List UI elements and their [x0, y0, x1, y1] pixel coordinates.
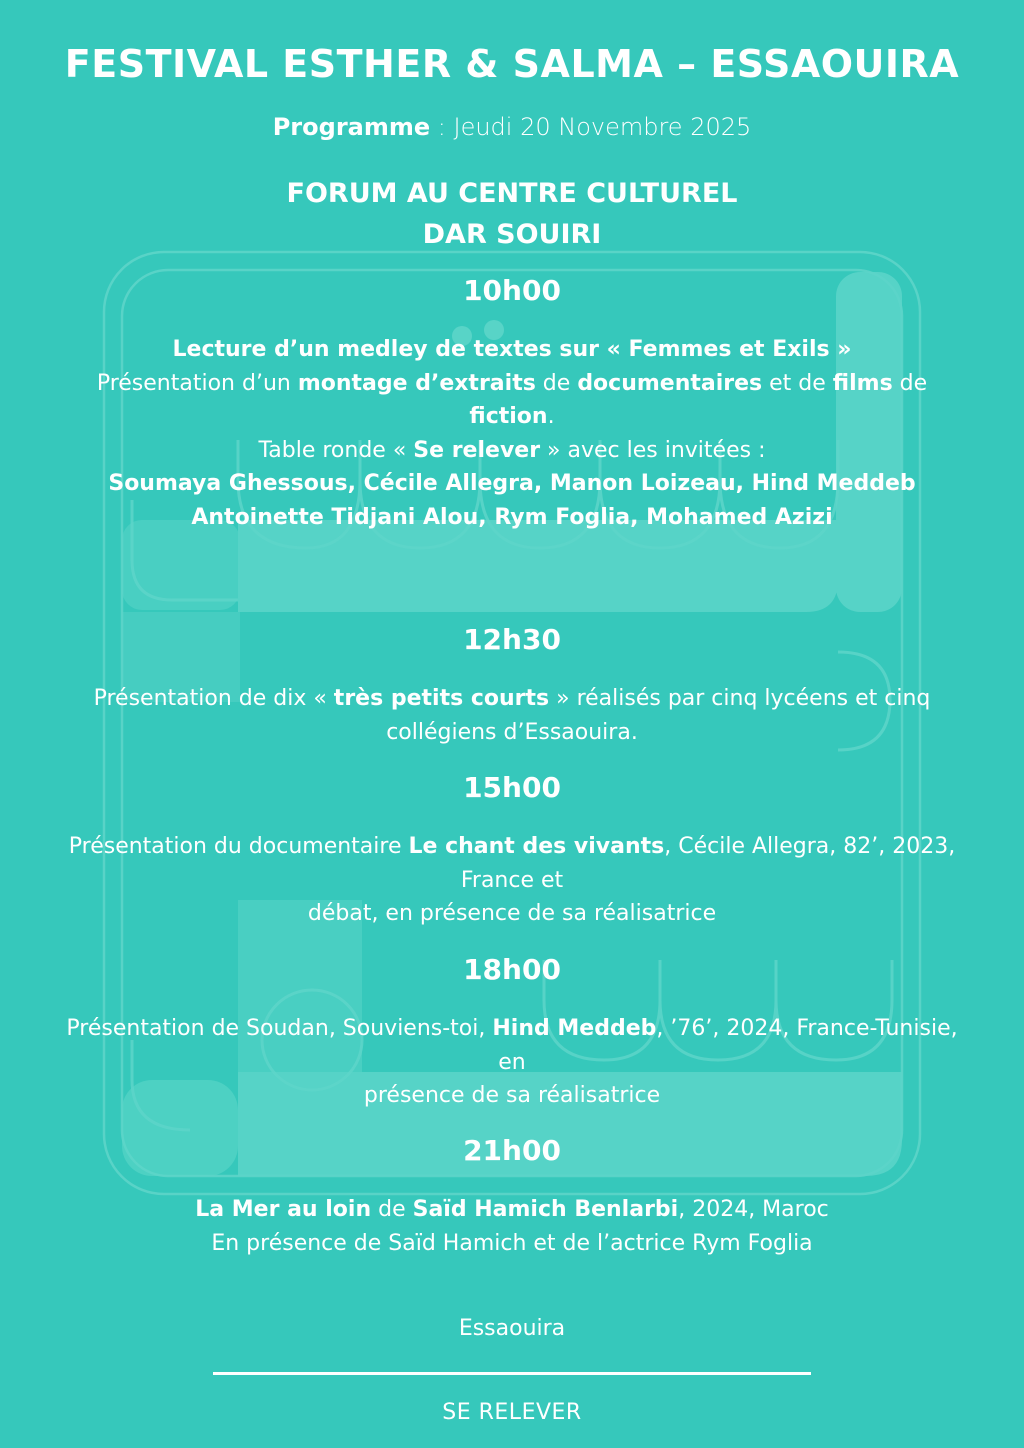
footer-tagline: SE RELEVER — [442, 1400, 582, 1425]
session-time-18h00: 18h00 — [463, 953, 561, 986]
session-time-15h00: 15h00 — [463, 771, 561, 804]
programme-date-line — [60, 113, 964, 141]
footer-place: Essaouira — [458, 1316, 566, 1341]
guest-list-2: Antoinette Tidjani Alou, Rym Foglia, Mohamed Azizi — [191, 504, 833, 530]
footer-divider — [213, 1372, 811, 1375]
session-reading-title: Lecture d’un medley de textes sur « Femmes et Exils » — [172, 337, 852, 362]
session-time-12h30: 12h30 — [463, 623, 561, 656]
session-montage-line: Présentation d’un montage d’extraits de documentaires et de films de fiction. — [96, 370, 928, 430]
programme-date: Jeudi 20 Novembre 2025 — [453, 113, 752, 141]
programme-label: Programme — [272, 113, 431, 141]
session-description-15h00: Présentation du documentaire Le chant des vivants, Cécile Allegra, 82’, 2023, France et débat, en présence de sa réalisatrice — [68, 834, 956, 927]
session-description-18h00: Présentation de Soudan, Souviens-toi, Hind Meddeb, ’76’, 2024, France-Tunisie, en présence de sa réalisatrice — [66, 1016, 958, 1109]
session-description-10h00 — [60, 333, 964, 535]
session-roundtable-line: Table ronde « Se relever » avec les invitées : — [258, 437, 766, 463]
venue-line-2: DAR SOUIRI — [422, 219, 602, 250]
venue-heading — [60, 173, 964, 255]
venue-line-1: FORUM AU CENTRE CULTUREL — [286, 178, 738, 209]
guest-list-1: Soumaya Ghessous, Cécile Allegra, Manon Loizeau, Hind Meddeb — [108, 471, 916, 497]
session-time-21h00: 21h00 — [463, 1134, 561, 1167]
festival-title: FESTIVAL ESTHER & SALMA – ESSAOUIRA — [64, 42, 960, 86]
session-description-12h30: Présentation de dix « très petits courts » réalisés par cinq lycéens et cinq collégiens d’Essaouira. — [93, 686, 931, 745]
session-description-21h00: La Mer au loin de Saïd Hamich Benlarbi, 2024, Maroc En présence de Saïd Hamich et de l’actrice Rym Foglia — [195, 1197, 829, 1256]
programme-separator: : — [430, 113, 454, 141]
session-time-10h00: 10h00 — [463, 274, 561, 307]
